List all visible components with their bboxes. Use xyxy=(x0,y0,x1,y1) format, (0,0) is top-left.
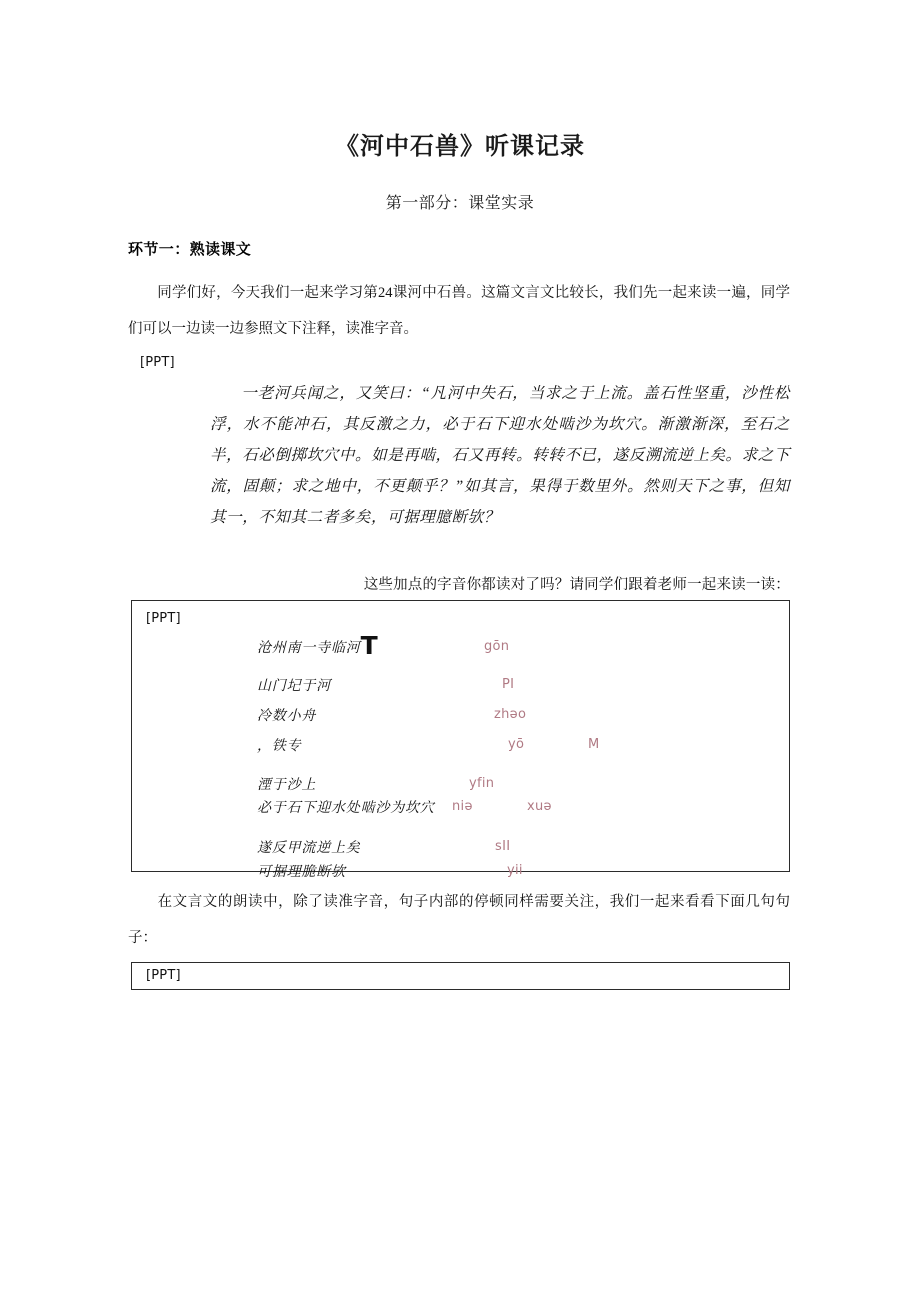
quote-text: 一老河兵闻之，又笑曰：“凡河中失石，当求之于上流。盖石性坚重，沙性松浮，水不能冲石，其反激之力，必于石下迎水处啮沙为坎穴。渐激渐深，至石之半，石必倒掷坎穴中。如是再啮，石又再转。转转不已，遂反溯流逆上矣。求之下流，固颠；求之地中，不更颠乎？”如其言，果得于数里外。然则天下之事，但知其一，不知其二者多矣，可据理臆断欤？ xyxy=(210,385,790,526)
pinyin-row-chinese: 湮于沙上 xyxy=(257,778,317,793)
pinyin-row-chinese: 遂反甲流逆上矣 xyxy=(257,841,361,856)
pinyin-row-chinese: 冷数小舟 xyxy=(257,709,317,724)
pinyin-row xyxy=(132,797,789,827)
pinyin-row-chinese: 必于石下迎水处啮沙为坎穴 xyxy=(257,801,435,816)
narration-paragraph-1 xyxy=(128,275,790,347)
pinyin-row-chinese: 沧州南一寺临河T xyxy=(257,631,379,660)
pinyin-row-chinese: ，铁专 xyxy=(257,739,302,754)
pinyin-row xyxy=(132,631,789,667)
ppt-marker-3: [PPT] xyxy=(146,968,181,983)
page-title: 《河中石兽》听课记录 xyxy=(335,132,585,160)
pinyin-annotation: M xyxy=(588,737,600,752)
ppt-classical-quote xyxy=(210,378,790,533)
pinyin-annotation: yii xyxy=(507,863,523,878)
ppt-pinyin-box xyxy=(131,600,790,880)
pinyin-annotation: xuǝ xyxy=(527,799,552,814)
pinyin-row xyxy=(132,675,789,705)
pinyin-row-chinese: 山门圮于河 xyxy=(257,679,331,694)
narration-text-1: 同学们好，今天我们一起来学习第24课河中石兽。这篇文言文比较长，我们先一起来读一遍，同学们可以一边读一边参照文下注释，读准字音。 xyxy=(128,285,790,337)
pinyin-row-chinese: 可据理脆断欤 xyxy=(257,865,346,880)
pinyin-row xyxy=(132,705,789,735)
ppt-empty-box xyxy=(131,962,790,990)
teacher-prompt-line: 这些加点的字音你都读对了吗？请同学们跟着老师一起来读一读： xyxy=(363,577,790,593)
pinyin-annotation: PI xyxy=(502,677,515,692)
pinyin-annotation: yfin xyxy=(469,776,495,791)
page-subtitle: 第一部分：课堂实录 xyxy=(385,193,535,212)
narration-text-2: 在文言文的朗读中，除了读准字音，句子内部的停顿同样需要关注，我们一起来看看下面几句句子： xyxy=(128,894,790,946)
section-heading: 环节一：熟读课文 xyxy=(128,240,252,258)
ppt-marker-2: [PPT] xyxy=(146,611,181,626)
pinyin-annotation: sII xyxy=(495,839,511,854)
pinyin-annotation: zhǝo xyxy=(494,707,527,722)
pinyin-annotation: yō xyxy=(508,737,525,752)
narration-paragraph-2 xyxy=(128,884,790,956)
pinyin-annotation: niǝ xyxy=(452,799,473,814)
pinyin-row xyxy=(132,735,789,765)
ppt-marker-1: [PPT] xyxy=(140,355,175,370)
pinyin-annotation: gōn xyxy=(484,639,510,654)
emphasis-mark: T xyxy=(360,631,379,660)
